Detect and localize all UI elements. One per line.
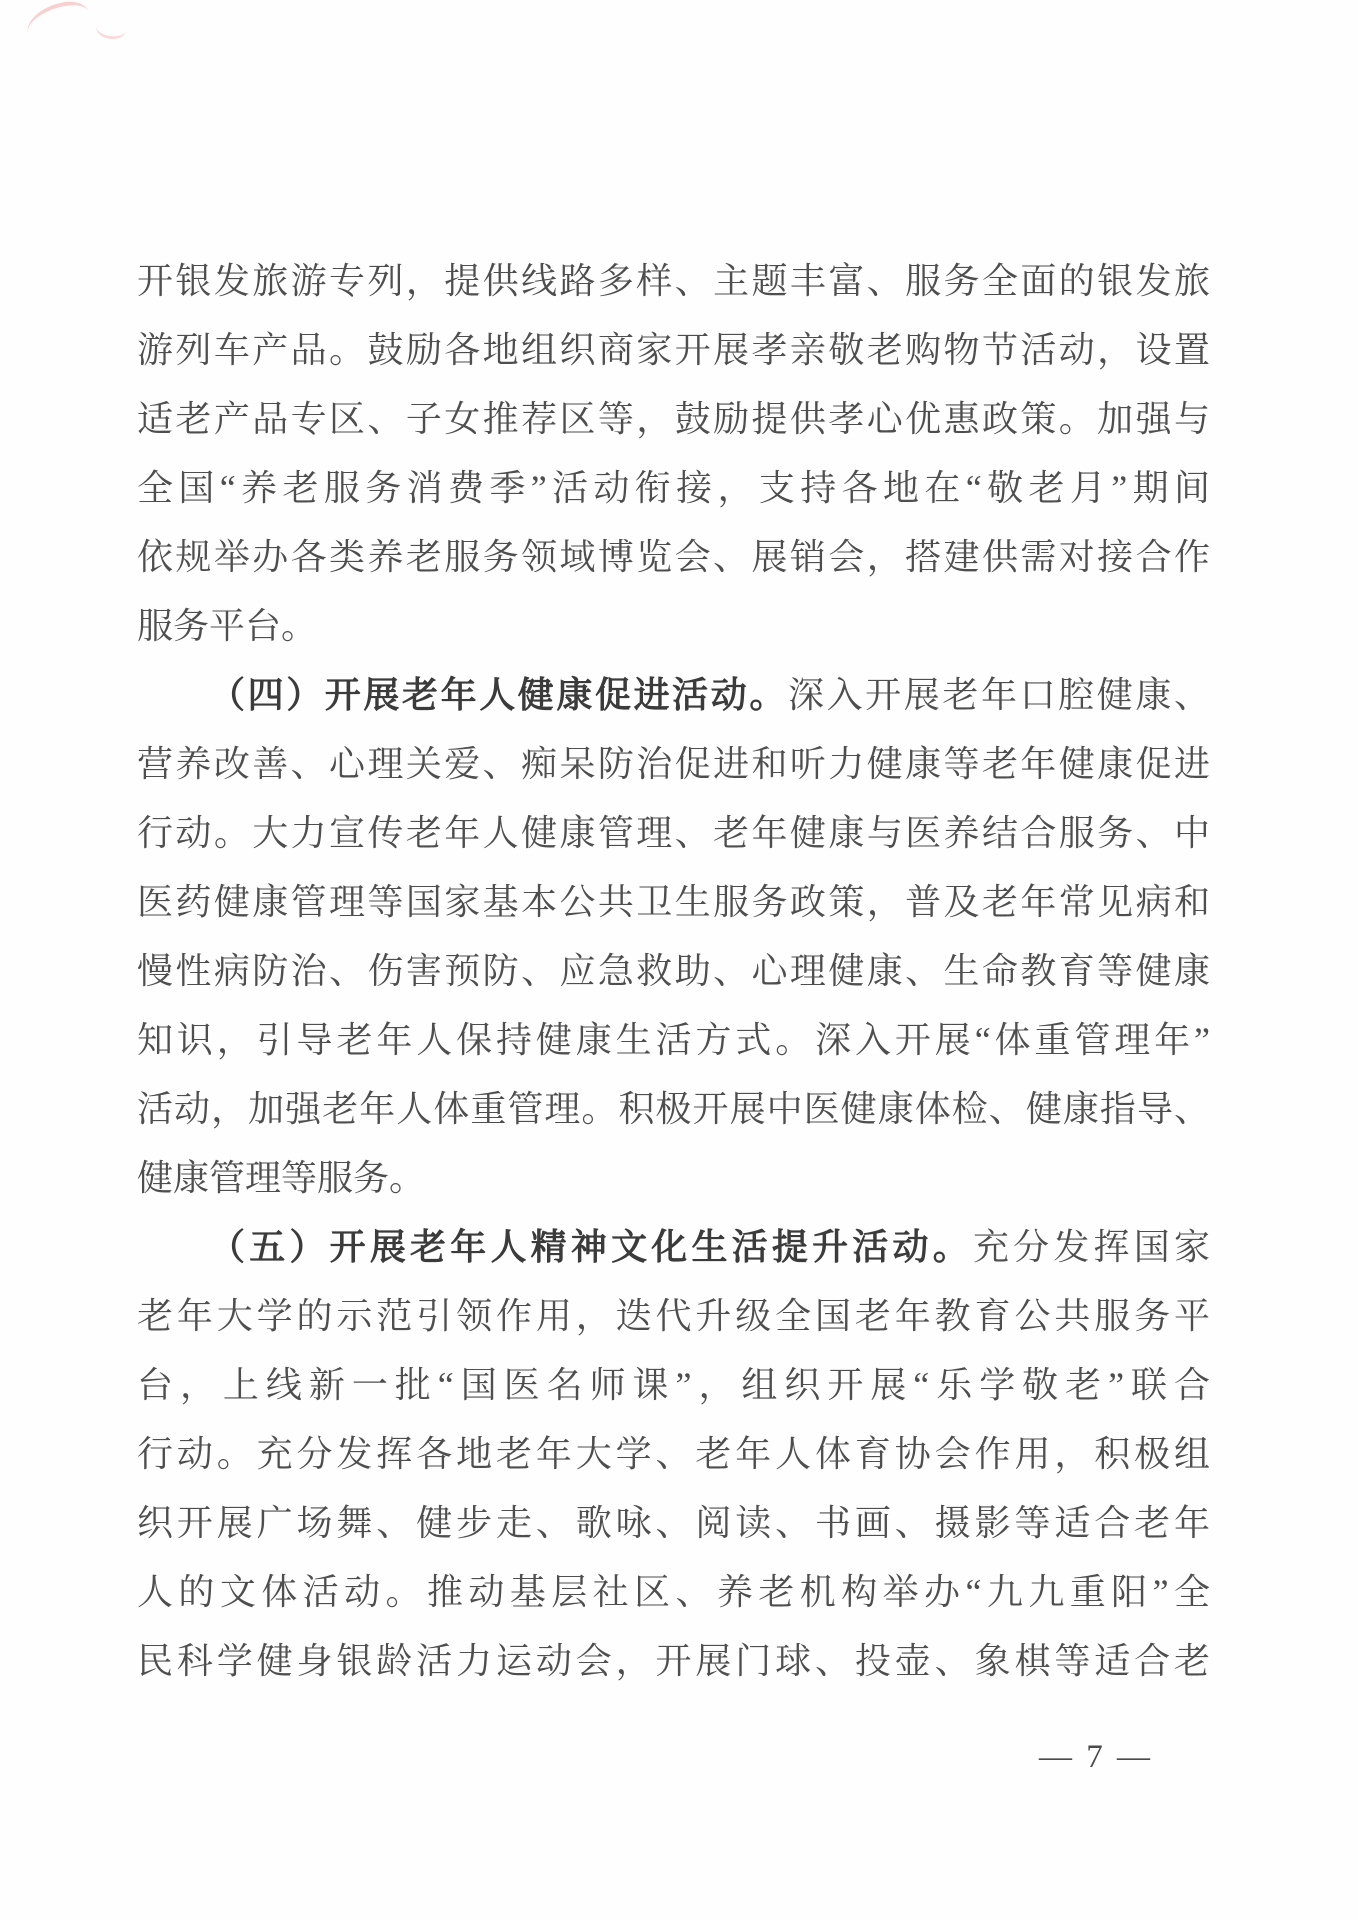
line-text: 依规举办各类养老服务领域博览会、展销会，搭建供需对接合作 [137, 537, 1210, 577]
text-line [137, 523, 1210, 592]
text-line [137, 385, 1210, 454]
line-text: 台，上线新一批“国医名师课”，组织开展“乐学敬老”联合 [137, 1365, 1210, 1405]
red-pen-scan-artifact [95, 16, 128, 41]
line-text: 深入开展老年口腔健康、 [787, 675, 1210, 715]
red-pen-scan-artifact [22, 0, 93, 49]
line-text: 全国“养老服务消费季”活动衔接，支持各地在“敬老月”期间 [137, 468, 1210, 508]
text-line [137, 247, 1210, 316]
line-text: 织开展广场舞、健步走、歌咏、阅读、书画、摄影等适合老年 [137, 1503, 1210, 1543]
text-line [137, 1351, 1210, 1420]
line-text: 慢性病防治、伤害预防、应急救助、心理健康、生命教育等健康 [137, 951, 1210, 991]
text-line [137, 1075, 1210, 1144]
line-text: 行动。充分发挥各地老年大学、老年人体育协会作用，积极组 [137, 1434, 1210, 1474]
paragraph-start-line [137, 1213, 1210, 1282]
line-text: 行动。大力宣传老年人健康管理、老年健康与医养结合服务、中 [137, 813, 1210, 853]
text-line [137, 799, 1210, 868]
text-line [137, 1282, 1210, 1351]
text-line [137, 1489, 1210, 1558]
text-line [137, 868, 1210, 937]
text-line [137, 1627, 1210, 1696]
text-line [137, 1558, 1210, 1627]
line-text: 医药健康管理等国家基本公共卫生服务政策，普及老年常见病和 [137, 882, 1210, 922]
text-line [137, 937, 1210, 1006]
line-text: 游列车产品。鼓励各地组织商家开展孝亲敬老购物节活动，设置 [137, 330, 1210, 370]
text-line [137, 1006, 1210, 1075]
text-line [137, 316, 1210, 385]
text-line [137, 1420, 1210, 1489]
line-text: 服务平台。 [137, 606, 318, 646]
text-line [137, 730, 1210, 799]
line-text: 营养改善、心理关爱、痴呆防治促进和听力健康等老年健康促进 [137, 744, 1210, 784]
line-text: 活动，加强老年人体重管理。积极开展中医健康体检、健康指导、 [137, 1089, 1210, 1129]
section-heading-4: （四）开展老年人健康促进活动。 [209, 675, 788, 715]
page-number: — 7 — [1039, 1739, 1153, 1775]
line-text: 老年大学的示范引领作用，迭代升级全国老年教育公共服务平 [137, 1296, 1210, 1336]
line-text: 开银发旅游专列，提供线路多样、主题丰富、服务全面的银发旅 [137, 261, 1210, 301]
line-text: 健康管理等服务。 [137, 1158, 426, 1198]
body-text-block [137, 247, 1210, 1696]
paragraph-start-line [137, 661, 1210, 730]
section-heading-5: （五）开展老年人精神文化生活提升活动。 [209, 1227, 973, 1267]
paragraph-end-line [137, 592, 1210, 661]
line-text: 知识，引导老年人保持健康生活方式。深入开展“体重管理年” [137, 1020, 1210, 1060]
paragraph-end-line [137, 1144, 1210, 1213]
line-text: 充分发挥国家 [972, 1227, 1210, 1267]
line-text: 适老产品专区、子女推荐区等，鼓励提供孝心优惠政策。加强与 [137, 399, 1210, 439]
text-line [137, 454, 1210, 523]
line-text: 民科学健身银龄活力运动会，开展门球、投壶、象棋等适合老 [137, 1641, 1210, 1681]
line-text: 人的文体活动。推动基层社区、养老机构举办“九九重阳”全 [137, 1572, 1210, 1612]
